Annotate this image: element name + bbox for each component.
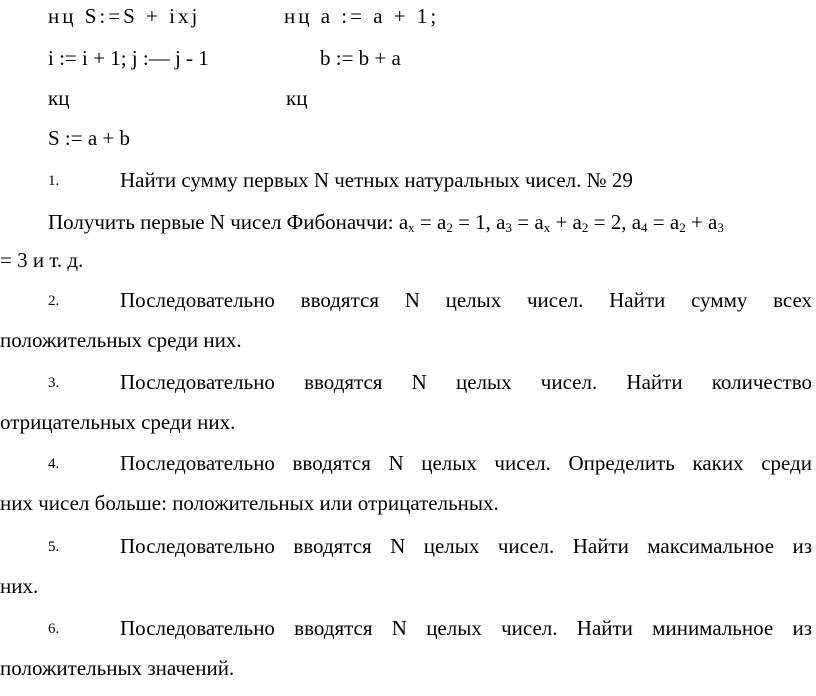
code-loop-2-body: b := b + a [320, 46, 401, 70]
task-text-continuation: отрицательных среди них. [0, 410, 236, 434]
code-loop-1-body: i := i + 1; j :— j - 1 [48, 46, 209, 70]
task-text: Последовательно вводятся N целых чисел. Найти количество [120, 370, 812, 394]
task-text-continuation: них. [0, 574, 39, 598]
task-text: Последовательно вводятся N целых чисел. Определить каких среди [120, 451, 812, 475]
task-number: 3. [48, 375, 60, 391]
task-number: 6. [48, 621, 60, 637]
task-text: Последовательно вводятся N целых чисел. Найти сумму всех [120, 288, 812, 312]
task-text-continuation: положительных значений. [0, 656, 235, 680]
code-sum-line: S := a + b [48, 126, 131, 150]
task-number: 2. [48, 293, 60, 309]
task-number: 4. [48, 456, 60, 472]
code-loop-1-header: нц S:=S + ixj [48, 4, 201, 28]
fibonacci-line-2: = 3 и т. д. [0, 248, 84, 272]
task-text: Найти сумму первых N четных натуральных чисел. № 29 [120, 168, 633, 192]
task-number: 1. [48, 173, 60, 189]
code-loop-2-header: нц a := a + 1; [284, 4, 440, 28]
task-text: Последовательно вводятся N целых чисел. Найти максимальное из [120, 534, 812, 558]
fibonacci-line: Получить первые N чисел Фибоначчи: $a_x = a_2 = 1$, $a_3 = a_x + a_2 = 2$, $a_4 = a_2 + a_3$ [48, 210, 724, 235]
task-text-continuation: них чисел больше: положительных или отрицательных. [0, 491, 499, 515]
task-number: 5. [48, 539, 60, 555]
task-text: Последовательно вводятся N целых чисел. Найти минимальное из [120, 616, 812, 640]
code-loop-2-end: кц [286, 86, 308, 110]
task-text-continuation: положительных среди них. [0, 328, 242, 352]
code-loop-1-end: кц [48, 86, 70, 110]
